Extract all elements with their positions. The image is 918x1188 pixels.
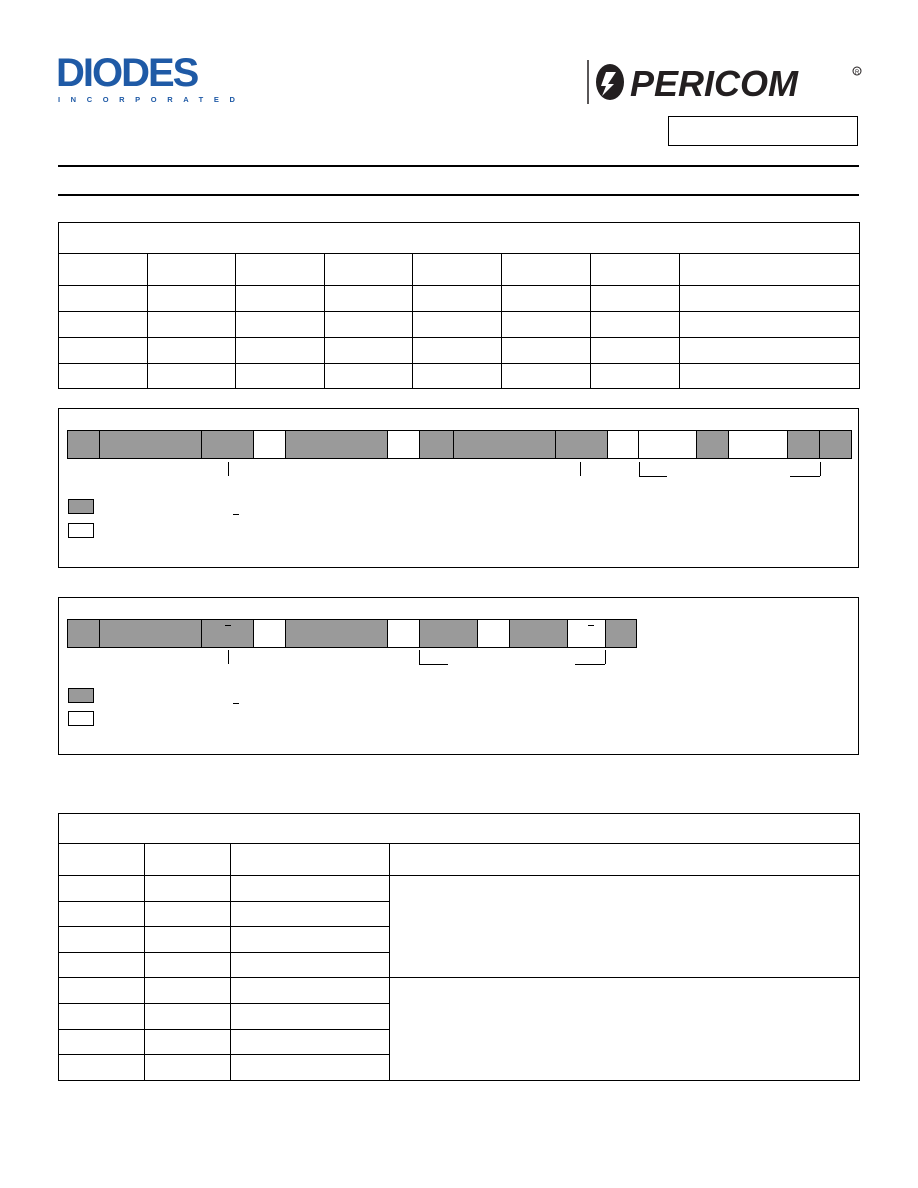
bit-cell (819, 430, 852, 459)
table-cell (145, 902, 231, 927)
header-cell (59, 844, 145, 876)
table-cell (59, 286, 148, 312)
table-cell (145, 1055, 231, 1081)
table-cell (59, 876, 145, 902)
svg-text:PERICOM: PERICOM (630, 63, 799, 104)
table-cell (325, 364, 413, 389)
header-cell (231, 844, 390, 876)
bit-cell (605, 619, 637, 648)
table-cell (59, 978, 145, 1004)
bit-cell (285, 619, 388, 648)
table-cell (145, 953, 231, 978)
table-cell (231, 978, 390, 1004)
bit-cell (419, 430, 454, 459)
bit-cell (253, 619, 286, 648)
table-cell (231, 927, 390, 953)
bottom-table (58, 813, 860, 1081)
legend-gray-swatch (68, 499, 94, 514)
svg-text:R: R (855, 70, 860, 76)
table-cell (591, 364, 680, 389)
table-cell (59, 338, 148, 364)
legend-white-swatch (68, 711, 94, 726)
table-cell (231, 876, 390, 902)
bracket-right (820, 462, 821, 476)
bit-cell (285, 430, 388, 459)
table-row (59, 286, 860, 312)
overbar-mark (588, 625, 594, 626)
bracket-line (575, 664, 605, 665)
table-row (59, 876, 860, 902)
table-cell (325, 338, 413, 364)
table-cell (325, 312, 413, 338)
header-cell (413, 254, 502, 286)
table-cell (325, 286, 413, 312)
table-cell (231, 1055, 390, 1081)
table-cell (591, 312, 680, 338)
table-cell (59, 953, 145, 978)
table-row (59, 312, 860, 338)
table-cell (59, 364, 148, 389)
bracket-line (639, 476, 667, 477)
table-cell (231, 1030, 390, 1055)
table-cell (59, 312, 148, 338)
table-cell (59, 927, 145, 953)
table-cell (413, 338, 502, 364)
top-table (58, 222, 860, 389)
table-cell (236, 338, 325, 364)
table-cell (59, 1030, 145, 1055)
svg-text:INCORPORATED: INCORPORATED (58, 95, 246, 104)
table-cell (236, 286, 325, 312)
table-cell (59, 1004, 145, 1030)
bit-cell (509, 619, 568, 648)
table-row (59, 338, 860, 364)
header-cell (390, 844, 860, 876)
overbar-mark (233, 703, 239, 704)
bracket-left (419, 650, 420, 664)
header-cell (591, 254, 680, 286)
table-cell (502, 338, 591, 364)
bracket-right (605, 650, 606, 664)
header-rule-bottom (58, 194, 859, 196)
table-cell (236, 312, 325, 338)
bit-cell (638, 430, 697, 459)
ack-marker (580, 462, 581, 476)
header-cell (145, 844, 231, 876)
table-cell (413, 364, 502, 389)
top-table-title (59, 223, 860, 254)
table-cell (145, 876, 231, 902)
bit-cell (477, 619, 510, 648)
bit-cell (787, 430, 820, 459)
legend-white-swatch (68, 523, 94, 538)
bit-cell (567, 619, 606, 648)
bit-cell (67, 619, 100, 648)
bit-cell (419, 619, 478, 648)
table-cell (145, 1030, 231, 1055)
bit-cell (99, 430, 202, 459)
header-cell (502, 254, 591, 286)
bit-cell (607, 430, 639, 459)
table-cell (145, 927, 231, 953)
table-row (59, 364, 860, 389)
bracket-left (639, 462, 640, 476)
group-note-cell (390, 876, 860, 978)
diodes-logo (56, 52, 248, 106)
table-cell (413, 312, 502, 338)
legend-gray-swatch (68, 688, 94, 703)
table-cell (680, 338, 860, 364)
table-cell (502, 312, 591, 338)
bit-cell (387, 430, 420, 459)
pericom-logo (586, 58, 866, 106)
header-rule-top (58, 165, 859, 167)
header-cell (236, 254, 325, 286)
group-note-cell (390, 978, 860, 1081)
bit-cell (201, 619, 254, 648)
table-cell (236, 364, 325, 389)
header-cell (148, 254, 236, 286)
table-cell (680, 364, 860, 389)
bottom-table-title (59, 814, 860, 844)
part-number-box (668, 116, 858, 146)
table-cell (680, 312, 860, 338)
table-cell (148, 364, 236, 389)
table-cell (591, 338, 680, 364)
table-header-row (59, 254, 860, 286)
bit-cell (253, 430, 286, 459)
table-cell (680, 286, 860, 312)
table-cell (145, 1004, 231, 1030)
table-cell (59, 902, 145, 927)
header-cell (680, 254, 860, 286)
table-cell (502, 364, 591, 389)
bit-cell (728, 430, 788, 459)
bracket-line (419, 664, 448, 665)
bit-cell (99, 619, 202, 648)
table-header-row (59, 844, 860, 876)
table-row (59, 978, 860, 1004)
table-cell (231, 953, 390, 978)
bit-cell (387, 619, 420, 648)
table-cell (59, 1055, 145, 1081)
overbar-mark (225, 625, 231, 626)
bit-cell (453, 430, 556, 459)
table-cell (148, 338, 236, 364)
bit-cell (201, 430, 254, 459)
bracket-line (790, 476, 820, 477)
table-cell (148, 286, 236, 312)
table-cell (413, 286, 502, 312)
table-cell (502, 286, 591, 312)
overbar-mark (233, 514, 239, 515)
table-cell (148, 312, 236, 338)
bit-cell (555, 430, 608, 459)
table-cell (145, 978, 231, 1004)
header-cell (325, 254, 413, 286)
rw-marker (228, 650, 229, 664)
rw-marker (228, 462, 229, 476)
table-cell (231, 1004, 390, 1030)
header-cell (59, 254, 148, 286)
table-cell (231, 902, 390, 927)
svg-text:DIODES: DIODES (56, 52, 198, 95)
bit-cell (696, 430, 729, 459)
table-cell (591, 286, 680, 312)
bit-cell (67, 430, 100, 459)
